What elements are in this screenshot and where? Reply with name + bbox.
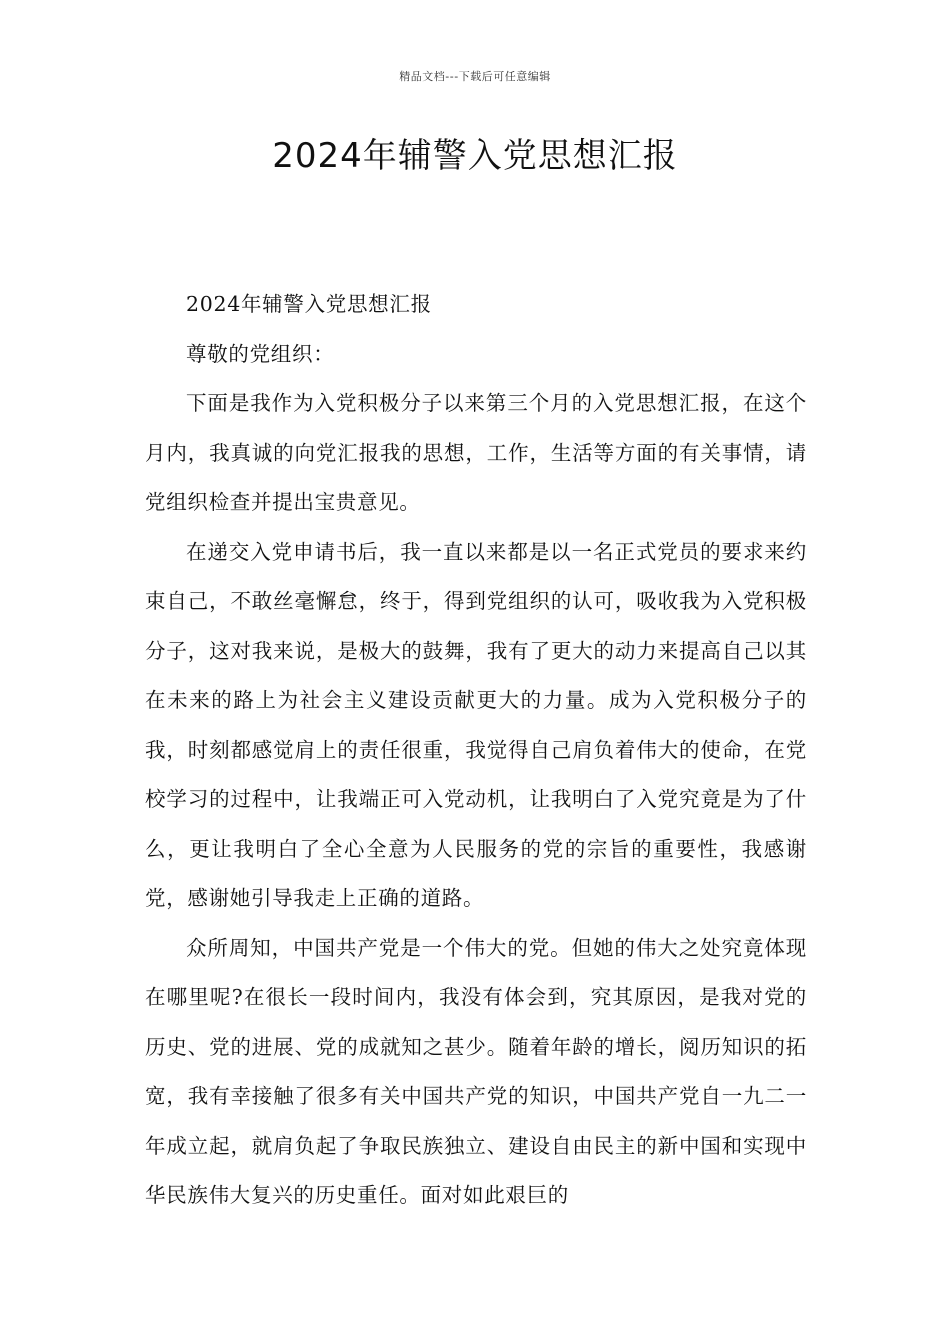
salutation: 尊敬的党组织： [186, 341, 335, 366]
body-subtitle: 2024年辅警入党思想汇报 [186, 292, 432, 316]
body-paragraph: 在递交入党申请书后，我一直以来都是以一名正式党员的要求来约束自己，不敢丝毫懈怠，终于，得到党组织的认可，吸收我为入党积极分子，这对我来说，是极大的鼓舞，我有了更大的动力来提高自己以其在未来的路上为社会主义建设贡献更大的力量。成为入党积极分子的我，时刻都感觉肩上的责任很重，我觉得自己肩负着伟大的使命，在党校学习的过程中，让我端正可入党动机，让我明白了入党究竟是为了什么，更让我明白了全心全意为人民服务的党的宗旨的重要性，我感谢党，感谢她引导我走上正确的道路。 [145, 539, 807, 910]
document-title: 2024年辅警入党思想汇报 [272, 136, 678, 176]
document-header-note: 精品文档---下载后可任意编辑 [399, 70, 551, 83]
document-body [145, 280, 807, 1221]
body-paragraph: 下面是我作为入党积极分子以来第三个月的入党思想汇报，在这个月内，我真诚的向党汇报我的思想，工作，生活等方面的有关事情，请党组织检查并提出宝贵意见。 [145, 391, 807, 514]
body-paragraph: 众所周知，中国共产党是一个伟大的党。但她的伟大之处究竟体现在哪里呢?在很长一段时间内，我没有体会到，究其原因，是我对党的历史、党的进展、党的成就知之甚少。随着年龄的增长，阅历知识的拓宽，我有幸接触了很多有关中国共产党的知识，中国共产党自一九二一年成立起，就肩负起了争取民族独立、建设自由民主的新中国和实现中华民族伟大复兴的历史重任。面对如此艰巨的 [145, 935, 807, 1207]
